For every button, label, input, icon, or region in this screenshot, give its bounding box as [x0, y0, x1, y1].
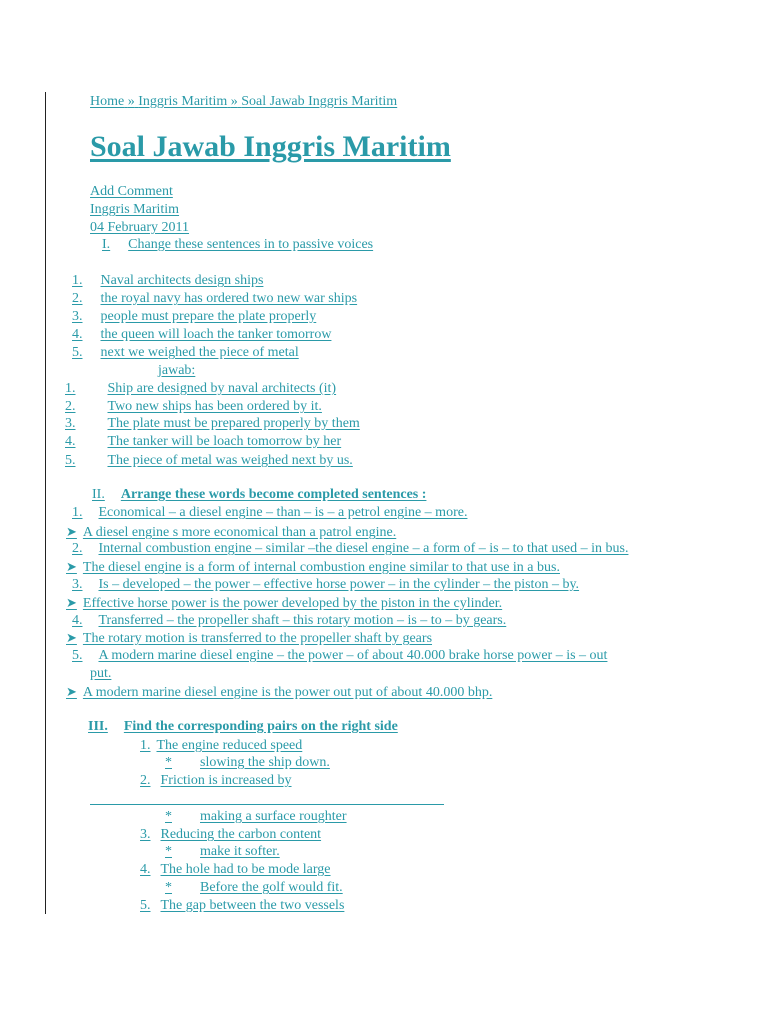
section-heading-text: Find the corresponding pairs on the right side — [123, 719, 398, 734]
pair-item: 1. The engine reduced speed — [140, 738, 303, 753]
category-link[interactable]: Inggris Maritim — [90, 202, 180, 217]
arrange-question-continued: put. — [90, 666, 112, 681]
pair-answer: * making a surface roughter — [165, 809, 347, 824]
list-item: 4. the queen will loach the tanker tomorrow — [72, 327, 332, 342]
section-3-heading — [46, 719, 398, 735]
arrow-bullet-icon: ➤ — [66, 630, 77, 645]
arrange-answer: ➤ The rotary motion is transferred to the propeller shaft by gears — [66, 630, 433, 646]
breadcrumb-separator: » — [230, 94, 238, 109]
page-title[interactable]: Soal Jawab Inggris Maritim — [90, 130, 451, 163]
arrange-question: 4. Transferred – the propeller shaft – this rotary motion – is – to – by gears. — [72, 613, 507, 628]
arrow-bullet-icon: ➤ — [66, 524, 77, 539]
list-item: 2. the royal navy has ordered two new war ships — [72, 291, 358, 306]
breadcrumb — [90, 94, 397, 110]
arrange-question: 3. Is – developed – the power – effective horse power – in the cylinder – the piston – by. — [72, 577, 580, 592]
post-date: 04 February 2011 — [90, 220, 190, 235]
pair-answer: * Before the golf would fit. — [165, 880, 343, 895]
left-margin-rule — [45, 92, 46, 914]
pair-item: 4. The hole had to be mode large — [140, 862, 331, 877]
pair-item: 2. Friction is increased by — [140, 773, 292, 788]
section-number: III. — [88, 719, 108, 734]
arrow-bullet-icon: ➤ — [66, 684, 77, 699]
answer-item: 3. The plate must be prepared properly by them — [65, 416, 360, 431]
answer-item: 2. Two new ships has been ordered by it. — [65, 399, 322, 414]
breadcrumb-home-link[interactable]: Home — [90, 94, 125, 109]
breadcrumb-category-link[interactable]: Inggris Maritim — [138, 94, 228, 109]
section-number: I. — [102, 237, 111, 252]
pair-item: 3. Reducing the carbon content — [140, 827, 322, 842]
arrange-answer: ➤ A modern marine diesel engine is the power out put of about 40.000 bhp. — [66, 684, 493, 700]
pair-answer: * slowing the ship down. — [165, 755, 330, 770]
list-item: 5. next we weighed the piece of metal — [72, 345, 299, 360]
pair-item: 5. The gap between the two vessels — [140, 898, 345, 913]
arrow-bullet-icon: ➤ — [66, 595, 77, 610]
arrange-question: 1. Economical – a diesel engine – than – is – a petrol engine – more. — [72, 505, 468, 520]
jawab-label: jawab: — [158, 363, 196, 378]
arrange-answer: ➤ Effective horse power is the power developed by the piston in the cylinder. — [66, 595, 503, 611]
breadcrumb-current-page[interactable]: Soal Jawab Inggris Maritim — [241, 94, 398, 109]
arrange-question: 2. Internal combustion engine – similar –the diesel engine – a form of – is – to that used – in bus. — [72, 541, 629, 556]
pair-answer: * make it softer. — [165, 844, 280, 859]
arrange-answer: ➤ A diesel engine s more economical than a patrol engine. — [66, 524, 397, 540]
breadcrumb-separator: » — [127, 94, 135, 109]
section-heading-text: Arrange these words become completed sentences : — [120, 487, 427, 502]
section-heading-text: Change these sentences in to passive voices — [128, 237, 374, 252]
blank-answer-line — [90, 804, 444, 805]
section-number: II. — [92, 487, 105, 502]
answer-item: 1. Ship are designed by naval architects (it) — [65, 381, 337, 396]
section-2-heading — [46, 487, 426, 503]
answer-item: 5. The piece of metal was weighed next by us. — [65, 453, 353, 468]
answer-item: 4. The tanker will be loach tomorrow by her — [65, 434, 342, 449]
arrange-question: 5. A modern marine diesel engine – the power – of about 40.000 brake horse power – is – out — [72, 648, 608, 663]
list-item: 3. people must prepare the plate properly — [72, 309, 317, 324]
add-comment-link[interactable]: Add Comment — [90, 184, 173, 199]
list-item: 1. Naval architects design ships — [72, 273, 264, 288]
section-1-heading — [90, 237, 373, 253]
arrange-answer: ➤ The diesel engine is a form of internal combustion engine similar to that use in a bus. — [66, 559, 560, 575]
arrow-bullet-icon: ➤ — [66, 559, 77, 574]
